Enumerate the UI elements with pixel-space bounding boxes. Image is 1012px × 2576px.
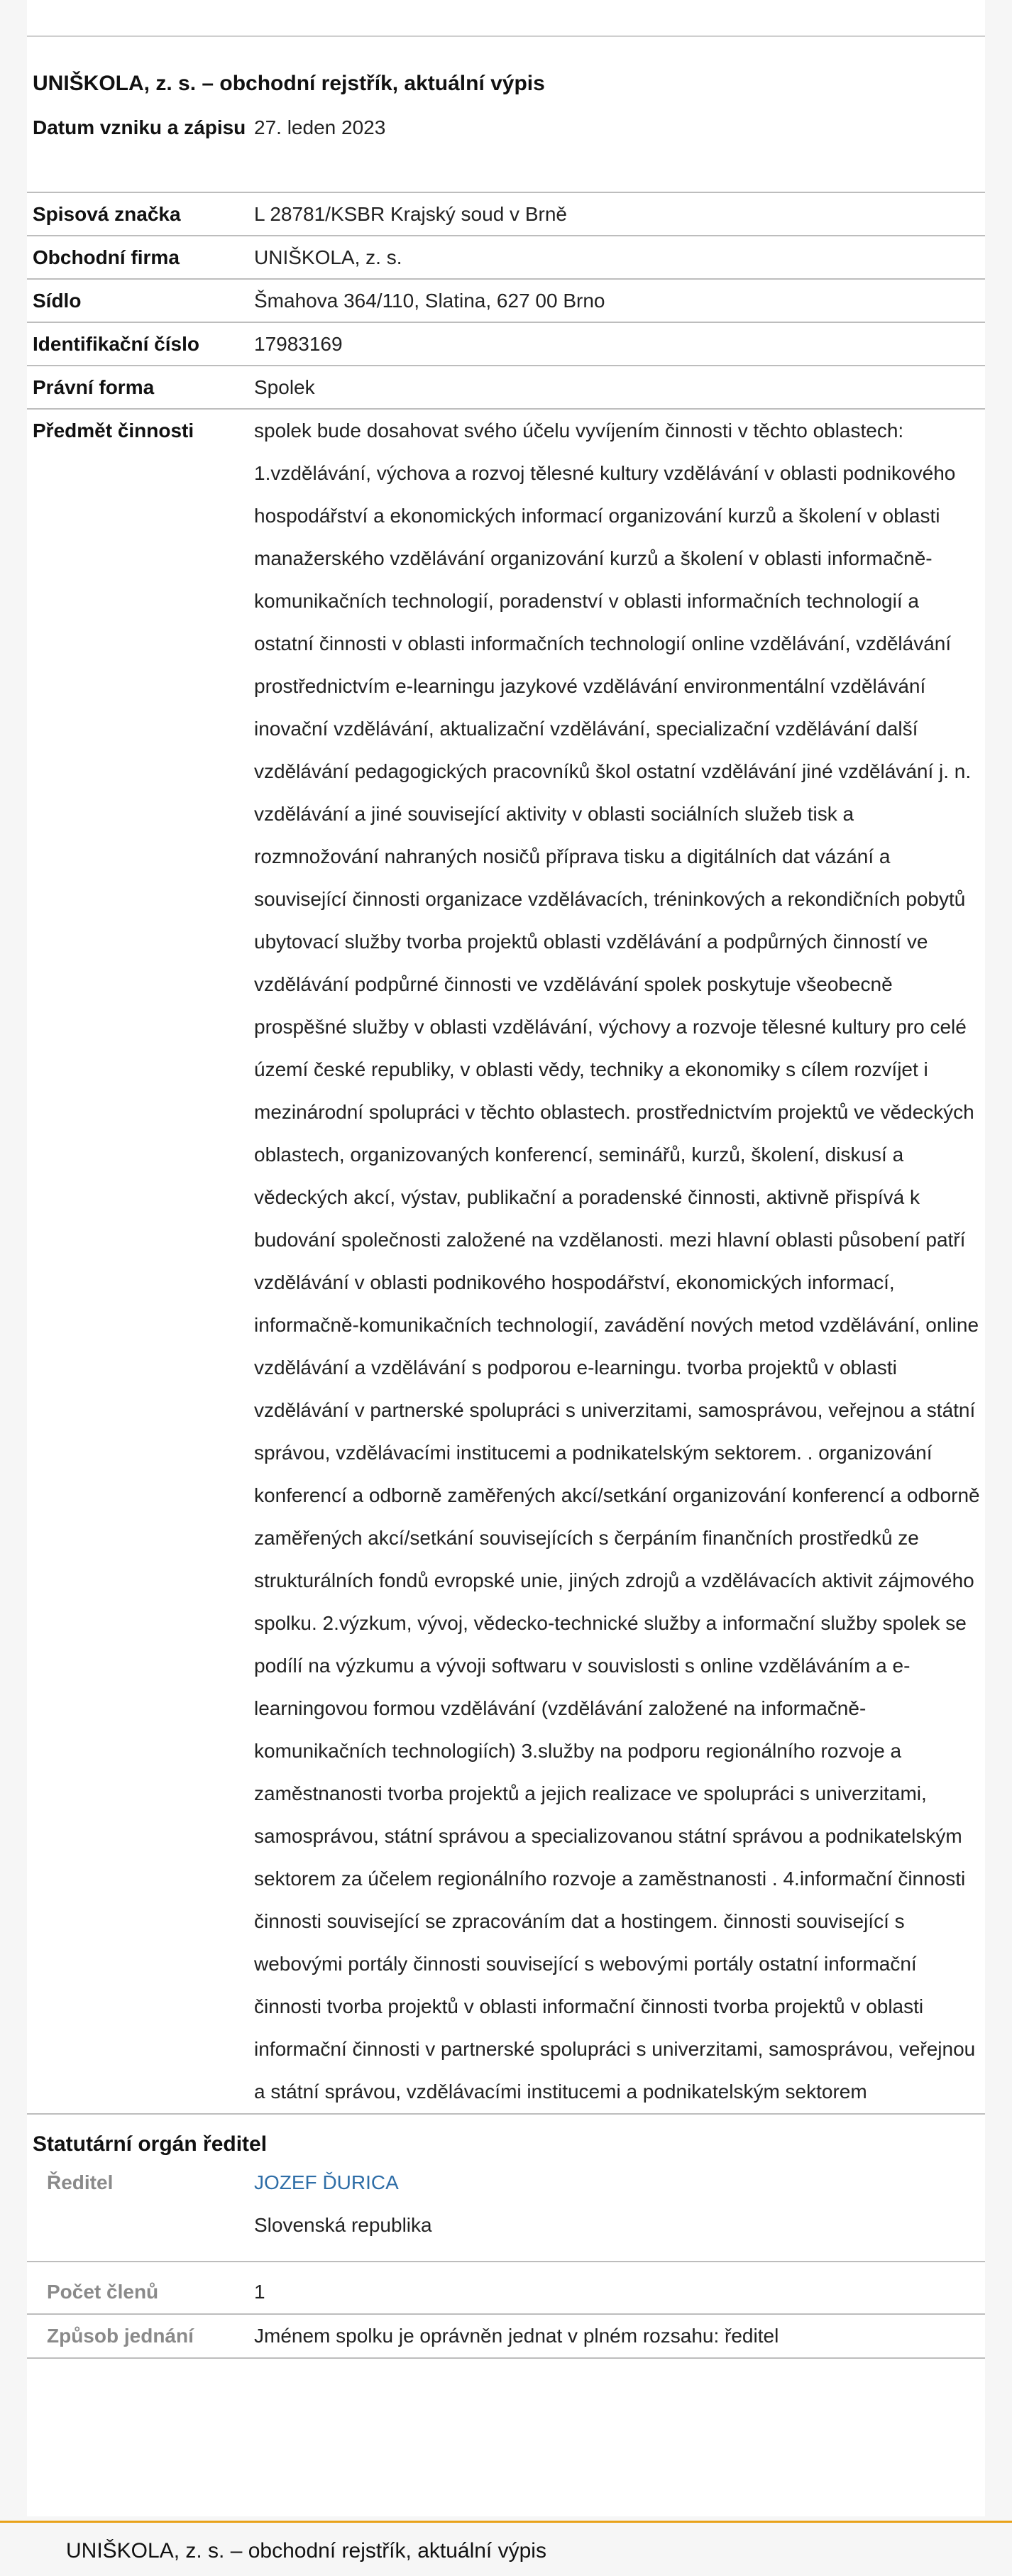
field-value: UNIŠKOLA, z. s. xyxy=(254,246,402,268)
field-label: Předmět činnosti xyxy=(33,420,194,442)
field-row-id-number xyxy=(27,323,985,366)
conduct-label: Způsob jednání xyxy=(47,2325,194,2347)
conduct-row xyxy=(27,2313,985,2359)
field-label: Datum vzniku a zápisu xyxy=(33,116,246,138)
field-value: spolek bude dosahovat svého účelu vyvíjením činnosti v těchto oblastech: 1.vzdělávání, výchova a rozvoj tělesné kultury vzdělávání v oblasti podnikového hospodářství a ekonomických informací organizování kurzů a školení v oblasti manažerského vzdělávání organizování kurzů a školení v oblasti informačně-komunikačních technologií, poradenství v oblasti informačních technologií a ostatní činnosti v oblasti informačních technologií online vzdělávání, vzdělávání prostřednictvím e-learningu jazykové vzdělávání environmentální vzdělávání inovační vzdělávání, aktualizační vzdělávání, specializační vzdělávání další vzdělávání pedagogických pracovníků škol ostatní vzdělávání jiné vzdělávání j. n. vzdělávání a jiné související aktivity v oblasti sociálních služeb tisk a rozmnožování nahraných nosičů příprava tisku a digitálních dat vázání a související činnosti organizace vzdělávacích, tréninkových a rekondičních pobytů ubytovací služby tvorba projektů oblasti vzdělávání a podpůrných činností ve vzdělávání podpůrné činnosti ve vzdělávání spolek poskytuje všeobecně prospěšné služby v oblasti vzdělávání, výchovy a rozvoje tělesné kultury pro celé území české republiky, v oblasti vědy, techniky a ekonomiky s cílem rozvíjet i mezinárodní spolupráci v těchto oblastech. prostřednictvím projektů ve vědeckých oblastech, organizovaných konferencí, seminářů, kurzů, školení, diskusí a vědeckých akcí, výstav, publikační a poradenské činnosti, aktivně přispívá k budování společnosti založené na vzdělanosti. mezi hlavní oblasti působení patří vzdělávání v oblasti podnikového hospodářství, ekonomických informací, informačně-komunikačních technologií, zavádění nových metod vzdělávání, online vzdělávání a vzdělávání s podporou e-learningu. tvorba projektů v oblasti vzdělávání v partnerské spolupráci s univerzitami, samosprávou, veřejnou a státní správou, vzdělávacími institucemi a podnikatelským sektorem. . organizování konferencí a odborně zaměřených akcí/setkání organizování konferencí a odborně zaměřených akcí/setkání souvisejících s čerpáním finančních prostředků ze strukturálních fondů evropské unie, jiných zdrojů a vzdělávacích aktivit zájmového spolku. 2.výzkum, vývoj, vědecko-technické služby a informační služby spolek se podílí na výzkumu a vývoji softwaru v souvislosti s online vzděláváním a e-learningovou formou vzdělávání (vzdělávání založené na informačně-komunikačních technologiích) 3.služby na podporu regionálního rozvoje a zaměstnanosti tvorba projektů a jejich realizace ve spolupráci s univerzitami, samosprávou, státní správou a specializovanou státní správou a podnikatelským sektorem za účelem regionálního rozvoje a zaměstnanosti . 4.informační činnosti činnosti související se zpracováním dat a hostingem. činnosti související s webovými portály činnosti související s webovými portály ostatní informační činnosti tvorba projektů v oblasti informační činnosti tvorba projektů v oblasti informační činnosti v partnerské spolupráci s univerzitami, samosprávou, veřejnou a státní správou, vzdělávacími institucemi a podnikatelským sektorem xyxy=(254,420,980,2103)
director-row xyxy=(27,2161,985,2204)
members-count-row xyxy=(27,2261,985,2313)
field-label: Spisová značka xyxy=(33,203,181,225)
director-country-row xyxy=(27,2204,985,2247)
statutory-section-title: Statutární orgán ředitel xyxy=(33,2132,268,2156)
registry-fields xyxy=(27,106,985,2359)
document-sheet xyxy=(27,0,985,2516)
director-label: Ředitel xyxy=(47,2171,114,2193)
footer-title: UNIŠKOLA, z. s. – obchodní rejstřík, aktuální výpis xyxy=(66,2539,546,2563)
footer-bar xyxy=(0,2521,1012,2576)
field-row-date xyxy=(27,106,985,193)
field-row-seat xyxy=(27,280,985,323)
director-country: Slovenská republika xyxy=(254,2214,432,2236)
members-count-label: Počet členů xyxy=(47,2281,159,2303)
members-count-value: 1 xyxy=(254,2281,265,2303)
field-value: 27. leden 2023 xyxy=(254,116,386,138)
field-label: Identifikační číslo xyxy=(33,333,199,355)
field-row-company-name xyxy=(27,236,985,280)
field-label: Sídlo xyxy=(33,290,82,312)
top-divider xyxy=(27,35,985,37)
director-name-link[interactable]: JOZEF ĎURICA xyxy=(254,2171,399,2193)
page-title: UNIŠKOLA, z. s. – obchodní rejstřík, aktuální výpis xyxy=(33,72,545,95)
field-value: 17983169 xyxy=(254,333,343,355)
field-label: Obchodní firma xyxy=(33,246,180,268)
field-row-subject-of-activity xyxy=(27,410,985,2115)
conduct-value: Jménem spolku je oprávněn jednat v plném rozsahu: ředitel xyxy=(254,2325,779,2347)
field-row-legal-form xyxy=(27,366,985,410)
field-row-file-number xyxy=(27,193,985,236)
field-value: L 28781/KSBR Krajský soud v Brně xyxy=(254,203,567,225)
statutory-body xyxy=(27,2159,985,2359)
field-value: Spolek xyxy=(254,376,315,398)
field-label: Právní forma xyxy=(33,376,155,398)
field-value: Šmahova 364/110, Slatina, 627 00 Brno xyxy=(254,290,605,312)
